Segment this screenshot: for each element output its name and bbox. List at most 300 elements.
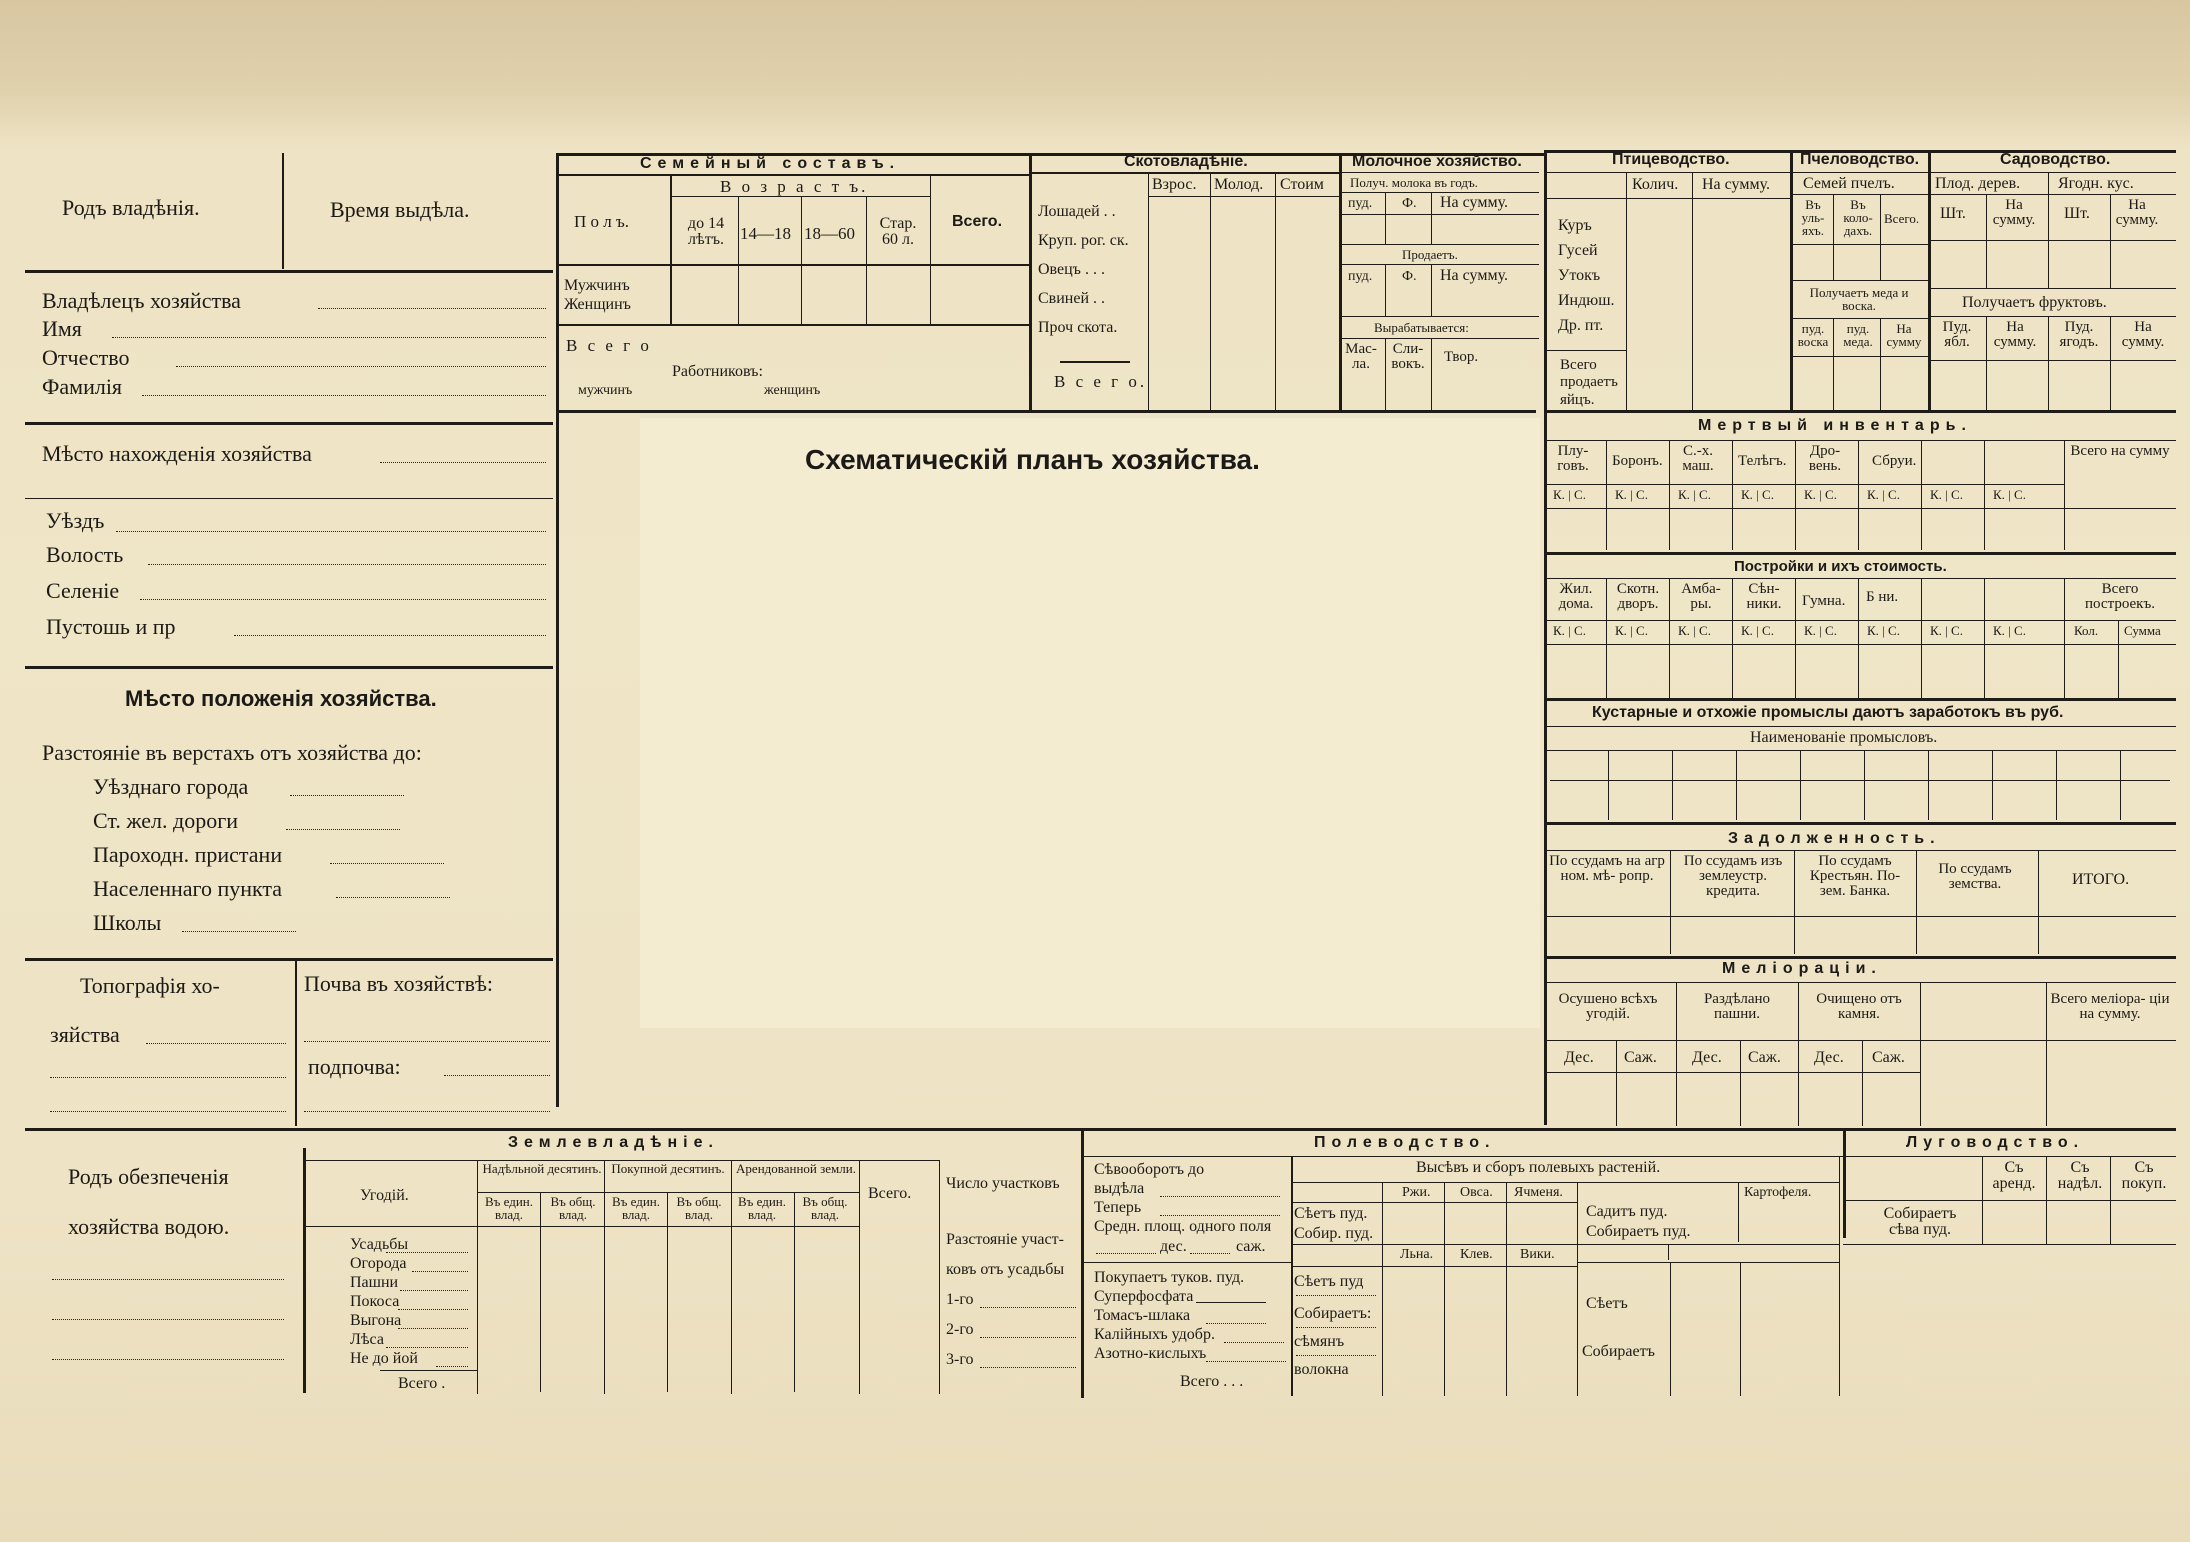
rod-vladeniya: Родъ владѣнія.: [62, 195, 200, 220]
dairy-na-summu: На сумму.: [1440, 267, 1508, 284]
debt-col: По ссудамъ изъ землеустр. кредита.: [1683, 853, 1783, 899]
field-fert: Азотно-кислыхъ: [1094, 1345, 1207, 1362]
meadow-col: Съ аренд.: [1992, 1159, 2036, 1192]
fill-line[interactable]: [142, 394, 546, 396]
field-viseu: Высѣвъ и сборъ полевыхъ растеній.: [1416, 1159, 1661, 1176]
divider: [1544, 1072, 1920, 1073]
divider: [303, 1226, 859, 1227]
melior-des: Дес.: [1564, 1049, 1594, 1066]
vertical-divider: [1740, 1040, 1741, 1126]
divider: [1544, 916, 2176, 917]
bee-sub: пуд. меда.: [1843, 321, 1873, 349]
fill-line[interactable]: [1296, 1294, 1376, 1296]
bee-poluch: Получаетъ меда и воска.: [1809, 285, 1909, 313]
vertical-divider: [1839, 1156, 1840, 1396]
livestock-col: Молод.: [1214, 176, 1264, 193]
buildings-col: Б ни.: [1866, 589, 1899, 605]
divider: [1544, 484, 2064, 485]
dairy-pud: пуд.: [1348, 196, 1373, 211]
buildings-col: Сѣн- ники.: [1746, 581, 1782, 612]
kc-label: К. | С.: [1741, 623, 1774, 638]
divider: [556, 264, 1029, 266]
fill-line[interactable]: [112, 336, 546, 338]
vertical-divider: [1608, 750, 1609, 820]
vertical-divider: [477, 1160, 478, 1394]
zhenschin-label: женщинъ: [764, 383, 821, 398]
field-sobir: Собир. пуд.: [1294, 1225, 1374, 1242]
melior-des: Дес.: [1692, 1049, 1722, 1066]
vertical-divider: [2064, 578, 2065, 698]
land-row: Не до йой: [350, 1350, 418, 1367]
field-seet: Сѣетъ пуд.: [1294, 1205, 1368, 1222]
kc-label: К. | С.: [1867, 623, 1900, 638]
land-vsego: Всего.: [868, 1185, 912, 1202]
buildings-title: Постройки и ихъ стоимость.: [1734, 558, 1947, 575]
water-label: Родъ обезпеченія: [68, 1164, 229, 1189]
kc-label: К. | С.: [1930, 487, 1963, 502]
poultry-kolich: Колич.: [1632, 176, 1679, 193]
divider: [670, 196, 930, 197]
field-title: Полеводство.: [1314, 1134, 1496, 1151]
pochva-label: Почва въ хозяйствѣ:: [304, 971, 494, 996]
divider: [25, 270, 553, 273]
podpochva-label: подпочва:: [308, 1054, 401, 1079]
dairy-maslo: Мас- ла.: [1345, 341, 1377, 372]
land-chislo: Число участковъ: [946, 1175, 1060, 1192]
vertical-divider: [1382, 1182, 1383, 1396]
melior-col: Осушено всѣхъ угодій.: [1558, 991, 1658, 1022]
fill-line[interactable]: [146, 1042, 286, 1044]
vertical-divider: [1921, 578, 1922, 698]
fill-line[interactable]: [50, 1076, 286, 1078]
divider: [1790, 194, 1928, 195]
fill-line[interactable]: [182, 930, 296, 932]
field-pokupaet: Покупаетъ туков. пуд.: [1094, 1269, 1245, 1286]
divider: [1544, 552, 2176, 555]
field-crop2: Вики.: [1520, 1247, 1555, 1262]
divider: [1148, 196, 1339, 197]
fill-line[interactable]: [1160, 1214, 1280, 1216]
dairy-na-summu: На сумму.: [1440, 194, 1508, 211]
dairy-tvor: Твор.: [1444, 349, 1479, 365]
field-crop2: Клев.: [1460, 1247, 1493, 1262]
vertical-divider: [1506, 1182, 1507, 1396]
vremya-vydela: Время выдѣла.: [330, 197, 470, 222]
distance-item: Пароходн. пристани: [93, 842, 283, 867]
field-voloka: волокна: [1294, 1361, 1349, 1378]
rabotnikov-label: Работниковъ:: [672, 363, 763, 380]
vertical-divider: [1577, 1182, 1578, 1396]
fill-line[interactable]: [1296, 1326, 1376, 1328]
imya-label: Имя: [42, 316, 82, 341]
field-sredn: Средн. площ. одного поля: [1094, 1218, 1272, 1235]
melior-col: Раздѣлано пашни.: [1703, 991, 1771, 1022]
vertical-divider: [2048, 172, 2049, 288]
vertical-divider: [1738, 1182, 1739, 1242]
kc-label: К. | С.: [1678, 623, 1711, 638]
vertical-divider: [1275, 172, 1276, 410]
land-row: Пашни: [350, 1274, 399, 1291]
divider: [1928, 194, 2176, 195]
fill-line[interactable]: [140, 598, 546, 600]
debt-col: По ссудамъ Крестьян. По- зем. Банка.: [1809, 853, 1901, 899]
age-col: 14—18: [740, 224, 791, 243]
vertical-divider: [1670, 850, 1671, 954]
field-crop: Овса.: [1460, 1185, 1493, 1200]
volost-label: Волость: [46, 542, 124, 567]
kc-label: К. | С.: [1615, 623, 1648, 638]
divider: [1339, 244, 1539, 245]
land-dist-2: ковъ отъ усадьбы: [946, 1261, 1065, 1278]
garden-poluch: Получаетъ фруктовъ.: [1962, 294, 2107, 311]
vertical-divider: [1544, 150, 1547, 1125]
distance-item: Уѣзднаго города: [93, 774, 249, 799]
divider: [1843, 1156, 2176, 1157]
land-parcel: 3-го: [946, 1351, 974, 1368]
garden-col: Шт.: [2064, 205, 2090, 222]
land-parcel: 1-го: [946, 1291, 974, 1308]
muzh-row: Мужчинъ: [564, 277, 630, 294]
field-vsego: Всего . . .: [1180, 1373, 1244, 1390]
distance-item: Населеннаго пункта: [93, 876, 283, 901]
land-sub: Въ един. влад.: [737, 1194, 787, 1222]
distance-item: Ст. жел. дороги: [93, 808, 238, 833]
vertical-divider: [1833, 194, 1834, 280]
fill-line[interactable]: [380, 461, 546, 463]
dairy-prodaet: Продаетъ.: [1402, 247, 1458, 262]
crafts-title: Кустарные и отхожіе промыслы даютъ заработокъ въ руб.: [1592, 704, 2064, 721]
vertical-divider: [1626, 172, 1627, 410]
kc-label: К. | С.: [1930, 623, 1963, 638]
vertical-divider: [1431, 264, 1432, 316]
land-sub: Въ общ. влад.: [802, 1194, 848, 1222]
fill-line[interactable]: [304, 1040, 550, 1042]
age-col: Стар. 60 л.: [879, 215, 917, 248]
divider: [1544, 726, 2176, 727]
vertical-divider: [1928, 150, 1931, 410]
buildings-col: Амба- ры.: [1681, 581, 1721, 612]
field-fert: Калійныхъ удобр.: [1094, 1326, 1215, 1343]
buildings-vsego: Всего построекъ.: [2085, 581, 2155, 612]
vertical-divider: [1669, 578, 1670, 698]
garden-col: На сумму.: [2115, 197, 2159, 228]
inventory-col: Дро- вень.: [1808, 443, 1842, 474]
fill-line: [412, 1270, 468, 1272]
vertical-divider: [670, 174, 672, 324]
vertical-divider: [1986, 194, 1987, 288]
field-crop: Ржи.: [1402, 1185, 1431, 1200]
fill-line: [398, 1308, 468, 1310]
vertical-divider: [556, 153, 559, 1107]
vertical-divider: [1692, 172, 1693, 410]
poultry-row: Индюш.: [1558, 292, 1615, 309]
kc-label: К. | С.: [1741, 487, 1774, 502]
field-sobir3: Собираетъ: [1582, 1343, 1655, 1360]
divider: [1544, 508, 2176, 509]
inventory-vsego: Всего на сумму: [2070, 443, 2170, 459]
vertical-divider: [1732, 578, 1733, 698]
vertical-divider: [1668, 1244, 1669, 1260]
fill-line[interactable]: [234, 634, 546, 636]
divider: [1544, 350, 1626, 351]
fill-line[interactable]: [1224, 1341, 1284, 1343]
vertical-divider: [1800, 750, 1801, 820]
divider: [1790, 318, 1928, 319]
poultry-row: Др. пт.: [1558, 317, 1604, 334]
divider: [1544, 698, 2176, 701]
divider: [1544, 956, 2176, 959]
divider: [1928, 316, 2176, 317]
vertical-divider: [2064, 440, 2065, 550]
land-sub: Въ общ. влад.: [550, 1194, 596, 1222]
divider: [1544, 982, 2176, 983]
vertical-divider: [1795, 578, 1796, 698]
divider: [1790, 356, 1928, 357]
melior-sazh: Саж.: [1872, 1049, 1905, 1066]
vertical-divider: [1669, 440, 1670, 550]
divider: [1339, 214, 1539, 215]
vertical-divider: [604, 1160, 605, 1394]
vertical-divider: [1606, 440, 1607, 550]
divider: [1291, 1266, 1577, 1267]
vertical-divider: [1916, 850, 1917, 954]
fill-line[interactable]: [148, 563, 546, 565]
fill-line[interactable]: [980, 1306, 1076, 1308]
divider: [1790, 244, 1928, 245]
kc-label: К. | С.: [1993, 487, 2026, 502]
fill-line[interactable]: [318, 307, 546, 309]
vertical-divider: [2118, 620, 2119, 698]
fill-line[interactable]: [1190, 1252, 1230, 1254]
vertical-divider: [859, 1160, 860, 1394]
field-des: дес.: [1160, 1238, 1187, 1255]
divider: [1196, 1302, 1266, 1303]
vertical-divider: [1920, 982, 1921, 1126]
garden-sub: Пуд. ягодъ.: [2059, 319, 2099, 350]
vertical-divider: [1833, 318, 1834, 410]
divider: [477, 1192, 859, 1193]
fill-line[interactable]: [176, 365, 546, 367]
fill-line[interactable]: [336, 896, 450, 898]
kc-label: К. | С.: [1804, 623, 1837, 638]
otchestvo-label: Отчество: [42, 345, 130, 370]
divider: [1339, 172, 1539, 173]
bee-semey: Семей пчелъ.: [1803, 175, 1895, 192]
livestock-col: Стоим: [1280, 176, 1324, 193]
divider: [25, 498, 553, 499]
fill-line[interactable]: [1096, 1252, 1156, 1254]
divider: [1544, 644, 2176, 645]
dairy-f: Ф.: [1402, 269, 1417, 284]
land-row: Лѣса: [350, 1331, 384, 1348]
vertical-divider: [1606, 578, 1607, 698]
mesto-nahozhdeniya-label: Мѣсто нахожденія хозяйства: [42, 441, 312, 466]
melior-des: Дес.: [1814, 1049, 1844, 1066]
vertical-divider: [1672, 750, 1673, 820]
divider: [25, 666, 553, 669]
land-ugodiy: Угодій.: [360, 1187, 409, 1204]
inventory-col: Телѣгъ.: [1738, 453, 1787, 469]
livestock-row: Лошадей . .: [1038, 203, 1116, 220]
vertical-divider: [1992, 750, 1993, 820]
pustosh-label: Пустошь и пр: [46, 614, 176, 639]
field-teper: Теперь: [1094, 1199, 1142, 1216]
vozrast-header: В о з р а с т ъ.: [720, 177, 869, 196]
divider: [1544, 440, 2176, 441]
vertical-divider: [1676, 982, 1677, 1126]
field-seet3: Сѣетъ: [1586, 1295, 1628, 1312]
debt-title: Задолженность.: [1728, 830, 1941, 847]
poultry-row: Куръ: [1558, 217, 1592, 234]
bee-title: Пчеловодство.: [1800, 151, 1920, 168]
divider: [25, 958, 553, 961]
fill-line[interactable]: [50, 1110, 286, 1112]
bee-sub: На сумму: [1886, 321, 1922, 349]
land-row: Покоса: [350, 1293, 400, 1310]
fill-line[interactable]: [330, 862, 444, 864]
fill-line[interactable]: [980, 1366, 1076, 1368]
vertical-divider: [1921, 440, 1922, 550]
land-group: Надѣльной десятинъ.: [482, 1161, 602, 1176]
fill-line: [386, 1251, 468, 1253]
divider: [556, 324, 1029, 326]
divider: [1544, 1040, 2176, 1041]
land-sub: Въ общ. влад.: [676, 1194, 722, 1222]
divider: [1843, 1200, 2176, 1201]
poultry-na-summu: На сумму.: [1702, 176, 1770, 193]
vertical-divider: [1843, 1128, 1846, 1238]
fill-line[interactable]: [1206, 1360, 1286, 1362]
debt-col: По ссудамъ на агр ном. мѣ- ропр.: [1549, 853, 1665, 884]
vertical-divider: [930, 174, 931, 324]
topografiya-label-2: зяйства: [50, 1022, 120, 1047]
bee-col: Въ коло- дахъ.: [1843, 197, 1873, 238]
fill-line[interactable]: [286, 828, 400, 830]
divider: [1544, 850, 2176, 851]
land-row: Огорода: [350, 1255, 407, 1272]
vertical-divider: [2110, 316, 2111, 410]
kc-label: К. | С.: [1553, 623, 1586, 638]
vertical-divider: [1740, 1262, 1741, 1396]
dairy-poluch: Получ. молока въ годъ.: [1350, 175, 1478, 190]
fill-line[interactable]: [52, 1318, 284, 1320]
poultry-row: Утокъ: [1558, 267, 1601, 284]
dairy-vyrabat: Вырабатывается:: [1374, 320, 1469, 335]
dairy-title: Молочное хозяйство.: [1352, 153, 1522, 170]
muzhchin-label: мужчинъ: [578, 383, 633, 398]
selenie-label: Селеніе: [46, 578, 120, 603]
age-col: до 14 лѣтъ.: [687, 215, 725, 248]
kc-label: К. | С.: [1804, 487, 1837, 502]
vertical-divider: [794, 1192, 795, 1392]
poultry-row: Гусей: [1558, 242, 1598, 259]
vertical-divider: [1029, 153, 1032, 410]
vertical-divider: [1798, 982, 1799, 1126]
buildings-col: Скотн. дворъ.: [1616, 581, 1660, 612]
divider: [1928, 172, 2176, 173]
vertical-divider: [667, 1192, 668, 1392]
inventory-col: Боронъ.: [1612, 453, 1663, 469]
kc-label: К. | С.: [1615, 487, 1648, 502]
melior-col: Очищено отъ камня.: [1816, 991, 1902, 1022]
livestock-vsego: В с е г о.: [1054, 372, 1148, 391]
fill-line[interactable]: [304, 1110, 550, 1112]
vertical-divider: [1984, 440, 1985, 550]
melior-sazh: Саж.: [1624, 1049, 1657, 1066]
garden-title: Садоводство.: [2000, 151, 2111, 168]
garden-col: На сумму.: [1992, 197, 2036, 228]
land-parcel: 2-го: [946, 1321, 974, 1338]
vertical-divider: [540, 1192, 541, 1392]
vertical-divider: [2120, 750, 2121, 820]
livestock-row: Проч скота.: [1038, 319, 1118, 336]
divider: [1060, 361, 1130, 363]
vertical-divider: [1291, 1156, 1293, 1396]
vertical-divider: [1862, 1040, 1863, 1126]
bee-col: Въ уль- яхъ.: [1801, 197, 1825, 238]
garden-yagod: Ягодн. кус.: [2058, 175, 2134, 192]
fill-line[interactable]: [1160, 1195, 1280, 1197]
fill-line[interactable]: [290, 794, 404, 796]
divider: [1928, 240, 2176, 241]
kc-label: К. | С.: [1553, 487, 1586, 502]
bee-col: Всего.: [1884, 211, 1920, 226]
field-sobiraet: Собираетъ пуд.: [1586, 1223, 1691, 1240]
melior-title: Меліораціи.: [1722, 960, 1882, 977]
water-label-2: хозяйства водою.: [68, 1214, 230, 1239]
crafts-naim: Наименованіе промысловъ.: [1750, 729, 1938, 746]
divider: [1790, 280, 1928, 281]
fill-line[interactable]: [52, 1278, 284, 1280]
divider: [1029, 172, 1339, 174]
field-crop2: Льна.: [1400, 1247, 1434, 1262]
garden-sub: На сумму.: [2121, 319, 2165, 350]
fill-line[interactable]: [116, 530, 546, 532]
fill-line[interactable]: [1296, 1354, 1376, 1356]
inventory-col: Плу- говъ.: [1557, 443, 1589, 474]
divider: [1339, 264, 1539, 265]
vertical-divider: [1858, 578, 1859, 698]
field-sobir2: Собираетъ:: [1294, 1305, 1372, 1322]
divider: [1339, 192, 1539, 193]
field-sevo: Сѣвооборотъ до: [1094, 1161, 1205, 1178]
fill-line[interactable]: [1206, 1322, 1266, 1324]
land-sub: Въ един. влад.: [611, 1194, 661, 1222]
fill-line[interactable]: [52, 1358, 284, 1360]
vertical-divider: [2056, 750, 2057, 820]
land-dist: Разстояніе участ-: [946, 1231, 1064, 1248]
livestock-title: Скотовладѣніе.: [1124, 153, 1248, 170]
garden-sub: Пуд. ябл.: [1942, 319, 1972, 350]
land-sub: Въ един. влад.: [484, 1194, 534, 1222]
buildings-col: Гумна.: [1802, 593, 1846, 609]
distance-item: Школы: [93, 910, 162, 935]
divider: [1291, 1182, 1839, 1183]
vertical-divider: [738, 196, 739, 324]
debt-col: ИТОГО.: [2072, 871, 2130, 888]
livestock-col: Взрос.: [1152, 176, 1197, 193]
fill-line[interactable]: [980, 1336, 1076, 1338]
familiya-label: Фамилія: [42, 374, 123, 399]
inventory-col: С.-х. маш.: [1682, 443, 1714, 474]
bee-sub: пуд. воска: [1797, 321, 1829, 349]
fill-line[interactable]: [444, 1074, 550, 1076]
distance-label: Разстояніе въ верстахъ отъ хозяйства до:: [42, 740, 422, 765]
vertical-divider: [1431, 192, 1432, 244]
mesto-polozheniya-title: Мѣсто положенія хозяйства.: [125, 686, 437, 711]
vertical-divider: [1385, 264, 1386, 316]
garden-plod: Плод. дерев.: [1935, 175, 2021, 192]
